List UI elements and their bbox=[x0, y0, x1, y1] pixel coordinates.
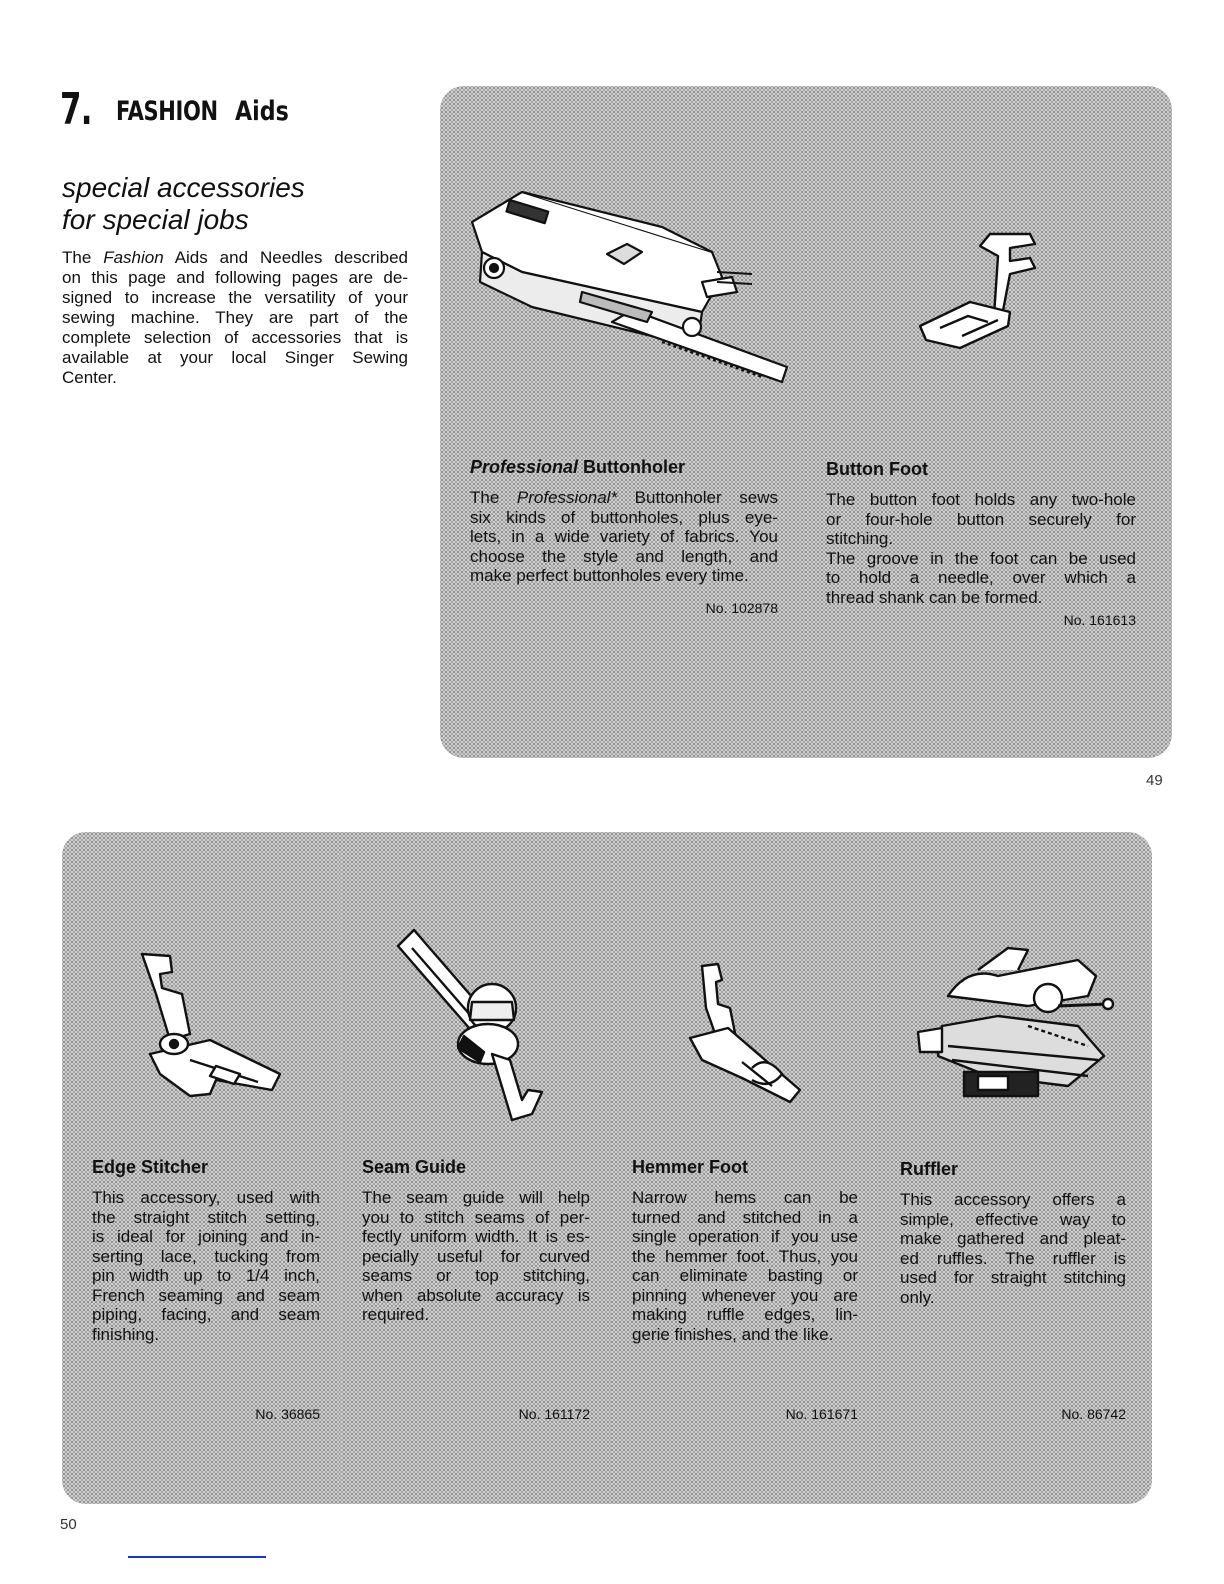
panel-divider bbox=[878, 852, 879, 1484]
desc-line: used for straight stitching bbox=[900, 1268, 1126, 1287]
intro-line: on this page and following pages are de- bbox=[62, 268, 408, 287]
intro-line bbox=[62, 248, 408, 268]
desc-line: pin width up to 1/4 inch, bbox=[92, 1266, 320, 1285]
page-number-bottom: 50 bbox=[60, 1516, 77, 1533]
desc-line: when absolute accuracy is bbox=[362, 1285, 590, 1305]
chapter-number: 7. bbox=[60, 84, 92, 135]
desc-line: Narrow hems can be bbox=[632, 1188, 858, 1207]
part-number: No. 102878 bbox=[705, 600, 778, 616]
desc-line: French seaming and seam bbox=[92, 1285, 320, 1305]
seam-guide-card bbox=[362, 1156, 590, 1422]
buttonholer-illustration-icon bbox=[462, 182, 792, 392]
desc-line: ed ruffles. The ruffler is bbox=[900, 1248, 1126, 1268]
desc-line: fectly uniform width. It is es- bbox=[362, 1227, 590, 1246]
title-text: Buttonholer bbox=[578, 457, 686, 477]
chapter-word-fashion: FASHION bbox=[116, 96, 218, 127]
ruffler-title: Ruffler bbox=[900, 1159, 958, 1179]
top-accessories-panel bbox=[440, 86, 1172, 758]
seam-guide-description bbox=[362, 1188, 590, 1325]
desc-line: the straight stitch setting, bbox=[92, 1207, 320, 1227]
part-number: No. 161671 bbox=[785, 1406, 858, 1422]
desc-line: piping, facing, and seam bbox=[92, 1305, 320, 1324]
section-subtitle bbox=[62, 172, 305, 236]
desc-line: This accessory offers a bbox=[900, 1190, 1126, 1209]
title-italic: Professional bbox=[470, 457, 579, 477]
desc-line: finishing. bbox=[92, 1324, 160, 1344]
ruffler-illustration-icon bbox=[908, 936, 1118, 1116]
desc-line: stitching. bbox=[826, 529, 894, 548]
desc-line: lets, in a wide variety of fabrics. You bbox=[470, 527, 778, 546]
desc-line: seams or top stitching, bbox=[362, 1266, 590, 1285]
desc-line: The button foot holds any two-hole bbox=[826, 490, 1136, 509]
desc-line: choose the style and length, and bbox=[470, 546, 778, 566]
hemmer-foot-illustration-icon bbox=[682, 958, 822, 1108]
buttonholer-description bbox=[470, 488, 778, 586]
desc-line: make perfect buttonholes every time. bbox=[470, 566, 749, 585]
intro-paragraph bbox=[62, 248, 408, 388]
ruffler-description bbox=[900, 1190, 1126, 1307]
desc-line: required. bbox=[362, 1305, 430, 1324]
hemmer-foot-title: Hemmer Foot bbox=[632, 1157, 749, 1177]
intro-line: Center. bbox=[62, 368, 117, 387]
subtitle-line-1: special accessories bbox=[62, 172, 305, 203]
desc-line: The groove in the foot can be used bbox=[826, 548, 1136, 568]
desc-line: you to stitch seams of per- bbox=[362, 1207, 590, 1227]
desc-line: simple, effective way to bbox=[900, 1209, 1126, 1229]
desc-line: thread shank can be formed. bbox=[826, 587, 1043, 607]
desc-line: This accessory, used with bbox=[92, 1188, 320, 1207]
desc-line: The seam guide will help bbox=[362, 1188, 590, 1207]
panel-divider bbox=[340, 852, 341, 1484]
desc-line: can eliminate basting or bbox=[632, 1266, 858, 1285]
chapter-word-aids: Aids bbox=[235, 96, 289, 127]
desc-italic: Professional* bbox=[516, 488, 618, 507]
desc-line: gerie finishes, and the like. bbox=[632, 1324, 834, 1344]
intro-line: signed to increase the versatility of your bbox=[62, 288, 408, 307]
desc-line: pinning whenever you are bbox=[632, 1285, 858, 1305]
button-foot-description bbox=[826, 490, 1136, 607]
button-foot-card bbox=[826, 458, 1136, 628]
desc-line: only. bbox=[900, 1287, 935, 1307]
desc-line: making ruffle edges, lin- bbox=[632, 1305, 858, 1324]
edge-stitcher-illustration-icon bbox=[130, 944, 290, 1114]
edge-stitcher-card bbox=[92, 1156, 320, 1422]
buttonholer-card bbox=[470, 456, 778, 616]
desc-line: single operation if you use bbox=[632, 1227, 858, 1246]
desc-line: serting lace, tucking from bbox=[92, 1246, 320, 1266]
desc-line bbox=[470, 488, 778, 508]
footer-line bbox=[128, 1556, 266, 1558]
subtitle-line-2: for special jobs bbox=[62, 204, 249, 235]
panel-divider bbox=[804, 106, 805, 738]
intro-line: available at your local Singer Sewing bbox=[62, 348, 408, 367]
desc-text: The bbox=[470, 488, 517, 507]
desc-line: pecially useful for curved bbox=[362, 1246, 590, 1266]
intro-line: complete selection of accessories that is bbox=[62, 328, 408, 347]
part-number: No. 161172 bbox=[518, 1406, 590, 1422]
button-foot-illustration-icon bbox=[910, 216, 1060, 356]
buttonholer-title bbox=[470, 456, 778, 478]
page-number-top: 49 bbox=[1146, 772, 1163, 789]
part-number: No. 161613 bbox=[1063, 612, 1136, 628]
desc-text: Buttonholer sews bbox=[617, 488, 778, 507]
part-number: No. 36865 bbox=[255, 1406, 320, 1422]
part-number: No. 86742 bbox=[1061, 1406, 1126, 1422]
button-foot-title: Button Foot bbox=[826, 459, 928, 479]
desc-line: six kinds of buttonholes, plus eye- bbox=[470, 507, 778, 527]
intro-text: The bbox=[62, 248, 104, 267]
desc-line: to hold a needle, over which a bbox=[826, 568, 1136, 587]
desc-line: is ideal for joining and in- bbox=[92, 1227, 320, 1246]
bottom-accessories-panel bbox=[62, 832, 1152, 1504]
ruffler-card bbox=[900, 1158, 1126, 1422]
intro-text: Aids and Needles described bbox=[163, 248, 408, 267]
intro-italic-fashion: Fashion bbox=[103, 248, 164, 267]
desc-line: turned and stitched in a bbox=[632, 1207, 858, 1227]
desc-line: make gathered and pleat- bbox=[900, 1229, 1126, 1248]
hemmer-foot-description bbox=[632, 1188, 858, 1344]
hemmer-foot-card bbox=[632, 1156, 858, 1422]
desc-line: the hemmer foot. Thus, you bbox=[632, 1246, 858, 1266]
panel-divider bbox=[610, 852, 611, 1484]
edge-stitcher-description bbox=[92, 1188, 320, 1344]
seam-guide-title: Seam Guide bbox=[362, 1157, 467, 1177]
desc-line: or four-hole button securely for bbox=[826, 509, 1136, 529]
edge-stitcher-title: Edge Stitcher bbox=[92, 1157, 209, 1177]
chapter-title bbox=[60, 84, 289, 135]
intro-line: sewing machine. They are part of the bbox=[62, 308, 408, 327]
seam-guide-illustration-icon bbox=[392, 924, 552, 1124]
